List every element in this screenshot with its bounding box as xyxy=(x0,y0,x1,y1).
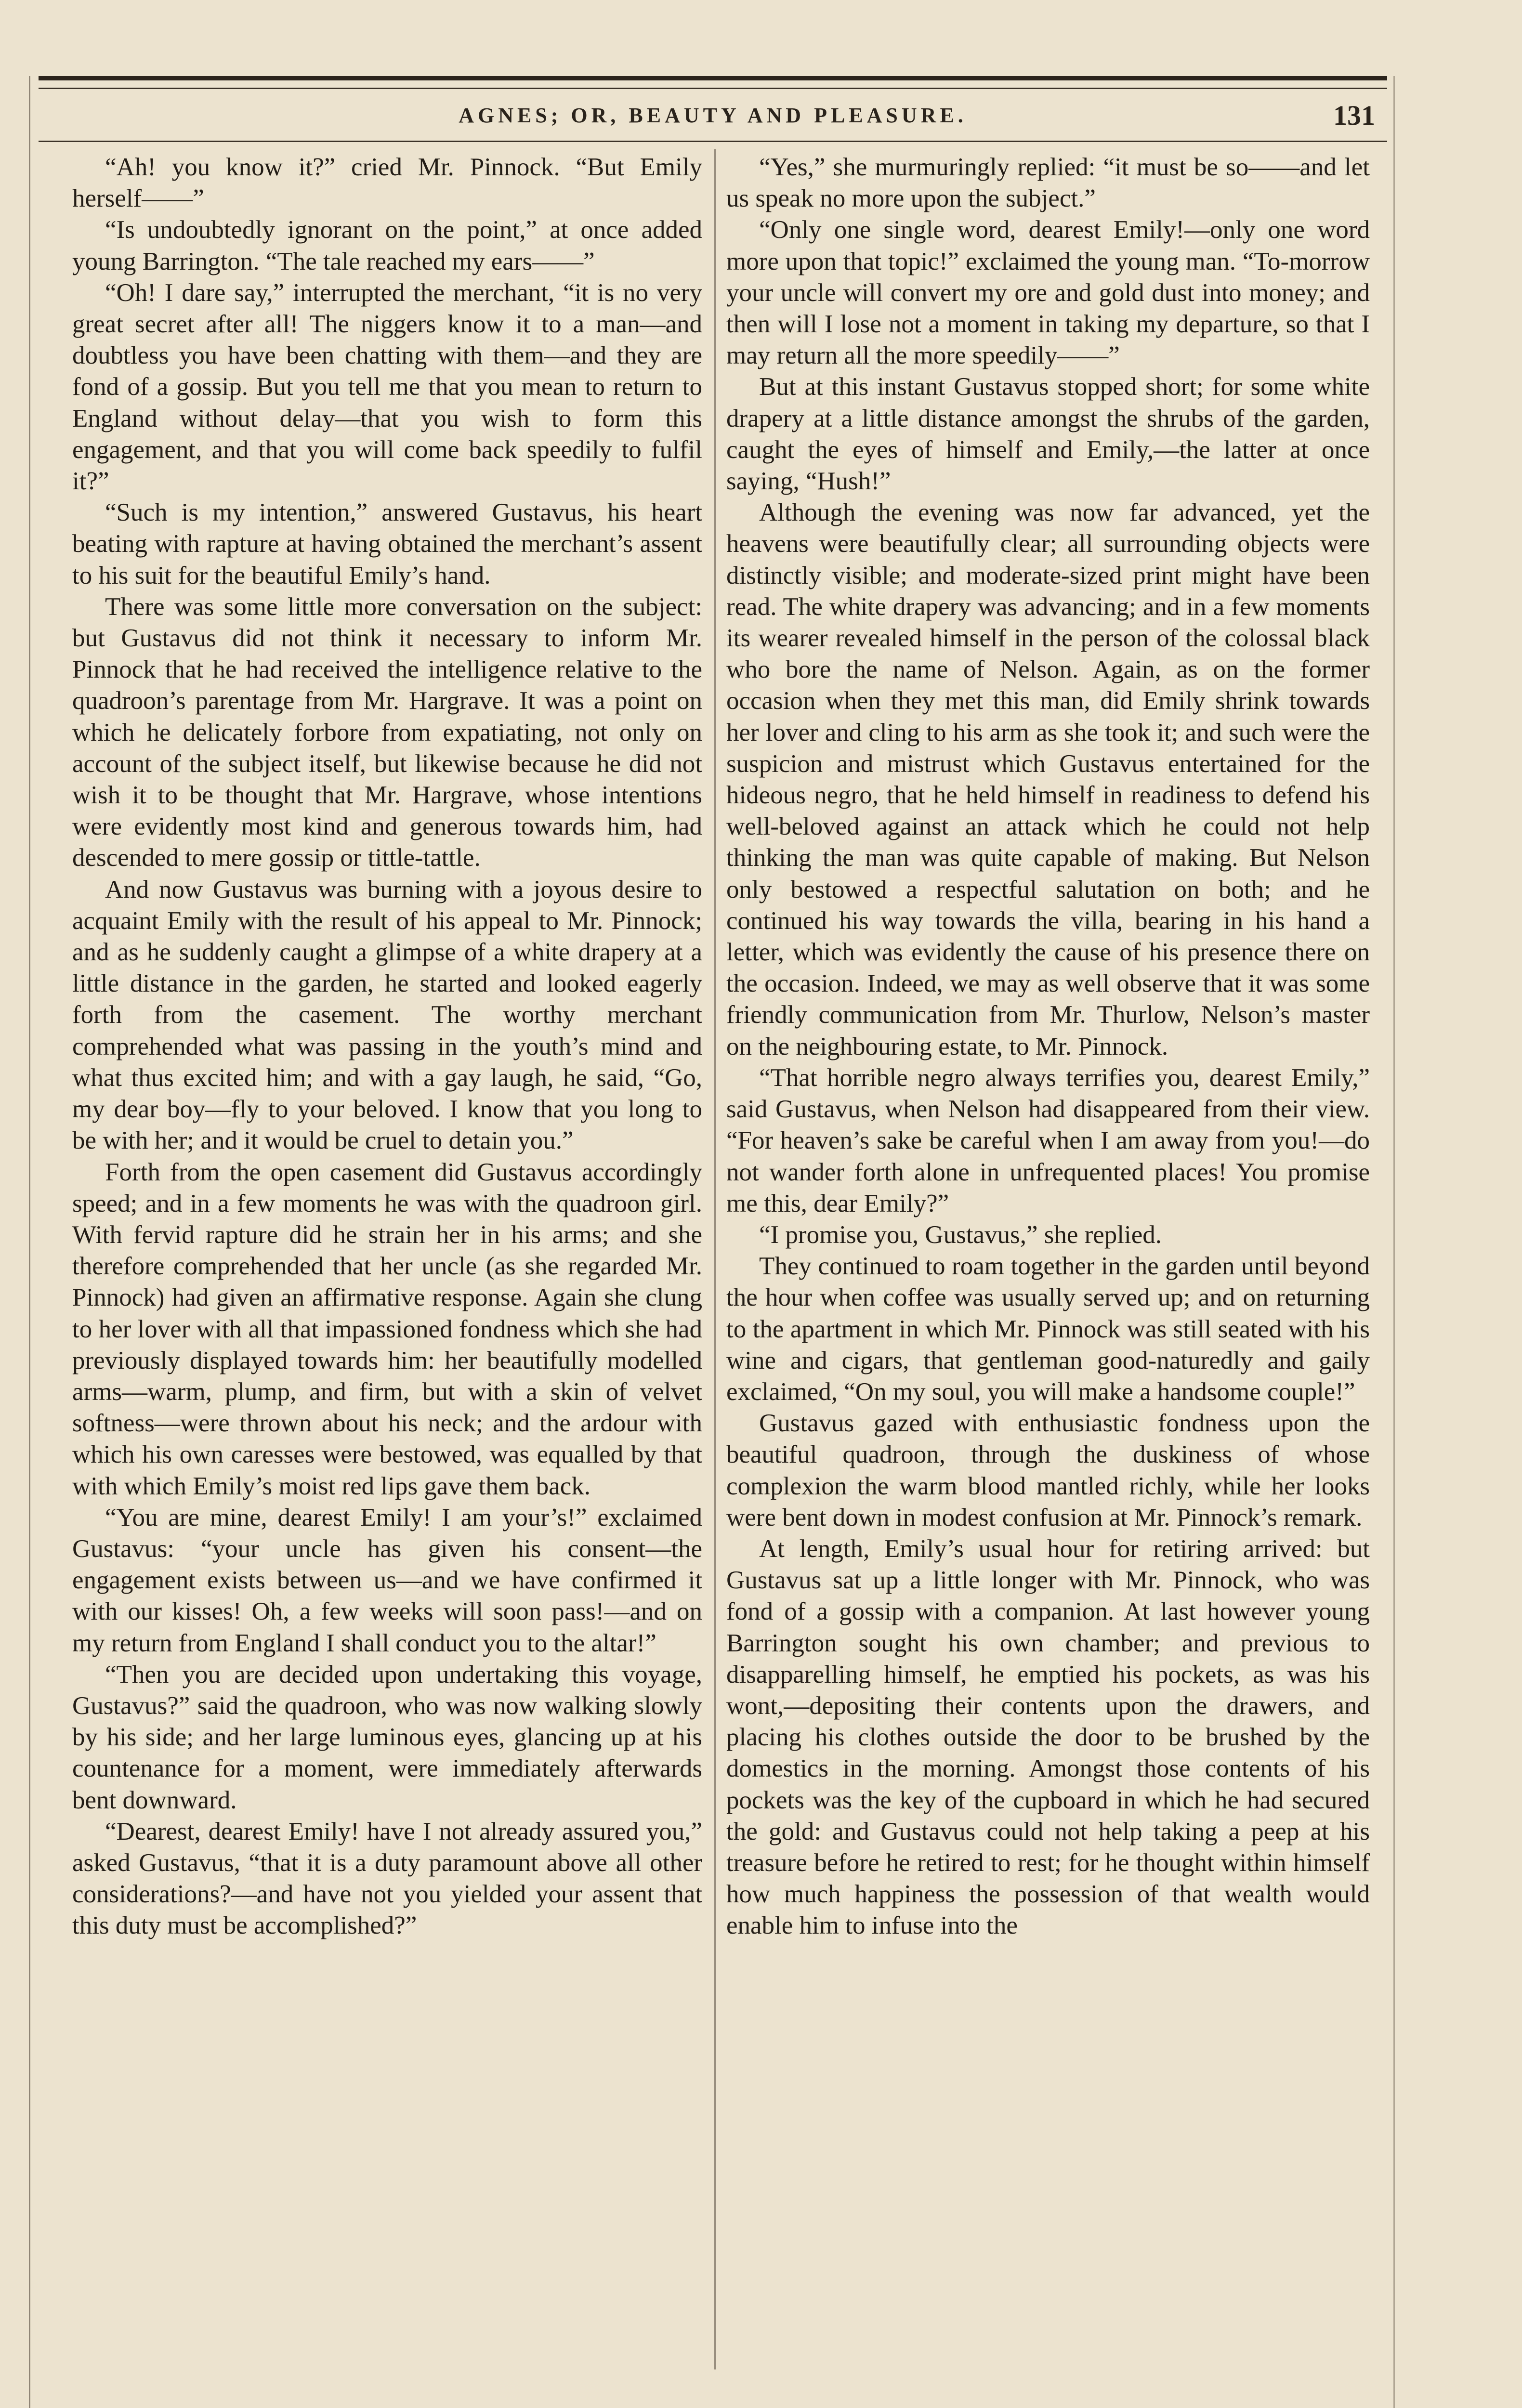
paragraph: “Oh! I dare say,” interrupted the merchant, “it is no very great secret after all! The niggers know it to a man—and doubtless you have been chatting with them—and they are fond of a gossip. But you tell me that you mean to return to England without delay—that you wish to form this engagement, and that you will come back speedily to fulfil it?” xyxy=(72,278,702,496)
paragraph: But at this instant Gustavus stopped short; for some white drapery at a little distance amongst the shrubs of the garden, caught the eyes of himself and Emily,—the latter at once saying, “Hush!” xyxy=(726,373,1370,496)
paragraph: “Is undoubtedly ignorant on the point,” at once added young Barrington. “The tale reached my ears——” xyxy=(72,216,702,275)
top-rule-thin xyxy=(39,88,1387,89)
right-column xyxy=(726,152,1370,2367)
header-rule xyxy=(39,141,1387,142)
paragraph: “Then you are decided upon undertaking this voyage, Gustavus?” said the quadroon, who was now walking slowly by his side; and her large luminous eyes, glancing up at his countenance for a moment, were immediately afterwards bent downward. xyxy=(72,1660,702,1814)
paragraph: At length, Emily’s usual hour for retiring arrived: but Gustavus sat up a little longer with Mr. Pinnock, who was fond of a gossip with a companion. At last however young Barrington sought his own chamber; and previous to disapparelling himself, he emptied his pockets, as was his wont,—depositing their contents upon the drawers, and placing his clothes outside the door to be brushed by the domestics in the morning. Amongst those contents of his pockets was the key of the cupboard in which he had secured the gold: and Gustavus could not help taking a peep at his treasure before he retired to rest; for he thought within himself how much happiness the possession of that wealth would enable him to infuse into the xyxy=(726,1534,1370,1940)
paragraph: “Such is my intention,” answered Gustavus, his heart beating with rapture at having obtained the merchant’s assent to his suit for the beautiful Emily’s hand. xyxy=(72,498,702,589)
paragraph: “I promise you, Gustavus,” she replied. xyxy=(759,1220,1162,1249)
paragraph: And now Gustavus was burning with a joyous desire to acquaint Emily with the result of his appeal to Mr. Pinnock; and as he suddenly caught a glimpse of a white drapery at a little distance in the garden, he started and looked eagerly forth from the casement. The worthy merchant comprehended what was passing in the youth’s mind and what thus excited him; and with a gay laugh, he said, “Go, my dear boy—fly to your beloved. I know that you long to be with her; and it would be cruel to detain you.” xyxy=(72,875,702,1155)
running-head xyxy=(39,100,1387,132)
paragraph: “That horrible negro always terrifies you, dearest Emily,” said Gustavus, when Nelson had disappeared from their view. “For heaven’s sake be careful when I am away from you!—do not wander forth alone in unfrequented places! You promise me this, dear Emily?” xyxy=(726,1063,1370,1217)
page-number: 131 xyxy=(1333,100,1375,131)
paragraph: “You are mine, dearest Emily! I am your’s!” exclaimed Gustavus: “your uncle has given his consent—the engagement exists between us—and we have confirmed it with our kisses! Oh, a few weeks will soon pass!—and on my return from England I shall conduct you to the altar!” xyxy=(72,1503,702,1657)
paragraph: “Yes,” she murmuringly replied: “it must be so——and let us speak no more upon the subject.” xyxy=(726,153,1370,213)
top-rule-thick xyxy=(39,76,1387,80)
left-column xyxy=(72,152,702,2367)
paragraph: “Dearest, dearest Emily! have I not already assured you,” asked Gustavus, “that it is a duty paramount above all other considerations?—and have not you yielded your assent that this duty must be accomplished?” xyxy=(72,1817,702,1940)
paragraph: Forth from the open casement did Gustavus accordingly speed; and in a few moments he was with the quadroon girl. With fervid rapture did he strain her in his arms; and she therefore comprehended that her uncle (as she regarded Mr. Pinnock) had given an affirmative response. Again she clung to her lover with all that impassioned fondness which she had previously displayed towards him: her beautifully modelled arms—warm, plump, and firm, but with a skin of velvet softness—were thrown about his neck; and the ardour with which his own caresses were bestowed, was equalled by that with which Emily’s moist red lips gave them back. xyxy=(72,1158,702,1500)
paragraph: There was some little more conversation on the subject: but Gustavus did not think it necessary to inform Mr. Pinnock that he had received the intelligence relative to the quadroon’s parentage from Mr. Hargrave. It was a point on which he delicately forbore from expatiating, not only on account of the subject itself, but likewise because he did not wish it to be thought that Mr. Hargrave, whose intentions were evidently most kind and generous towards him, had descended to mere gossip or tittle-tattle. xyxy=(72,592,702,872)
running-title: AGNES; OR, BEAUTY AND PLEASURE. xyxy=(459,104,967,127)
paragraph: Gustavus gazed with enthusiastic fondness upon the beautiful quadroon, through the duskiness of whose complexion the warm blood mantled richly, while her looks were bent down in modest confusion at Mr. Pinnock’s remark. xyxy=(726,1409,1370,1531)
paragraph: “Ah! you know it?” cried Mr. Pinnock. “But Emily herself——” xyxy=(72,153,702,213)
paragraph: They continued to roam together in the garden until beyond the hour when coffee was usually served up; and on returning to the apartment in which Mr. Pinnock was still seated with his wine and cigars, that gentleman good-naturedly and gaily exclaimed, “On my soul, you will make a handsome couple!” xyxy=(726,1252,1370,1406)
paragraph: Although the evening was now far advanced, yet the heavens were beautifully clear; all surrounding objects were distinctly visible; and moderate-sized print might have been read. The white drapery was advancing; and in a few moments its wearer revealed himself in the person of the colossal black who bore the name of Nelson. Again, as on the former occasion when they met this man, did Emily shrink towards her lover and cling to his arm as she took it; and such were the suspicion and mistrust which Gustavus entertained for the hideous negro, that he held himself in readiness to defend his well-beloved against an attack which he could not help thinking the man was quite capable of making. But Nelson only bestowed a respectful salutation on both; and he continued his way towards the villa, bearing in his hand a letter, which was evidently the cause of his presence there on the occasion. Indeed, we may as well observe that it was some friendly communication from Mr. Thurlow, Nelson’s master on the neighbouring estate, to Mr. Pinnock. xyxy=(726,498,1370,1060)
paragraph: “Only one single word, dearest Emily!—only one word more upon that topic!” exclaimed the young man. “To-morrow your uncle will convert my ore and gold dust into money; and then will I lose not a moment in taking my departure, so that I may return all the more speedily——” xyxy=(726,216,1370,370)
column-divider xyxy=(714,149,716,2369)
